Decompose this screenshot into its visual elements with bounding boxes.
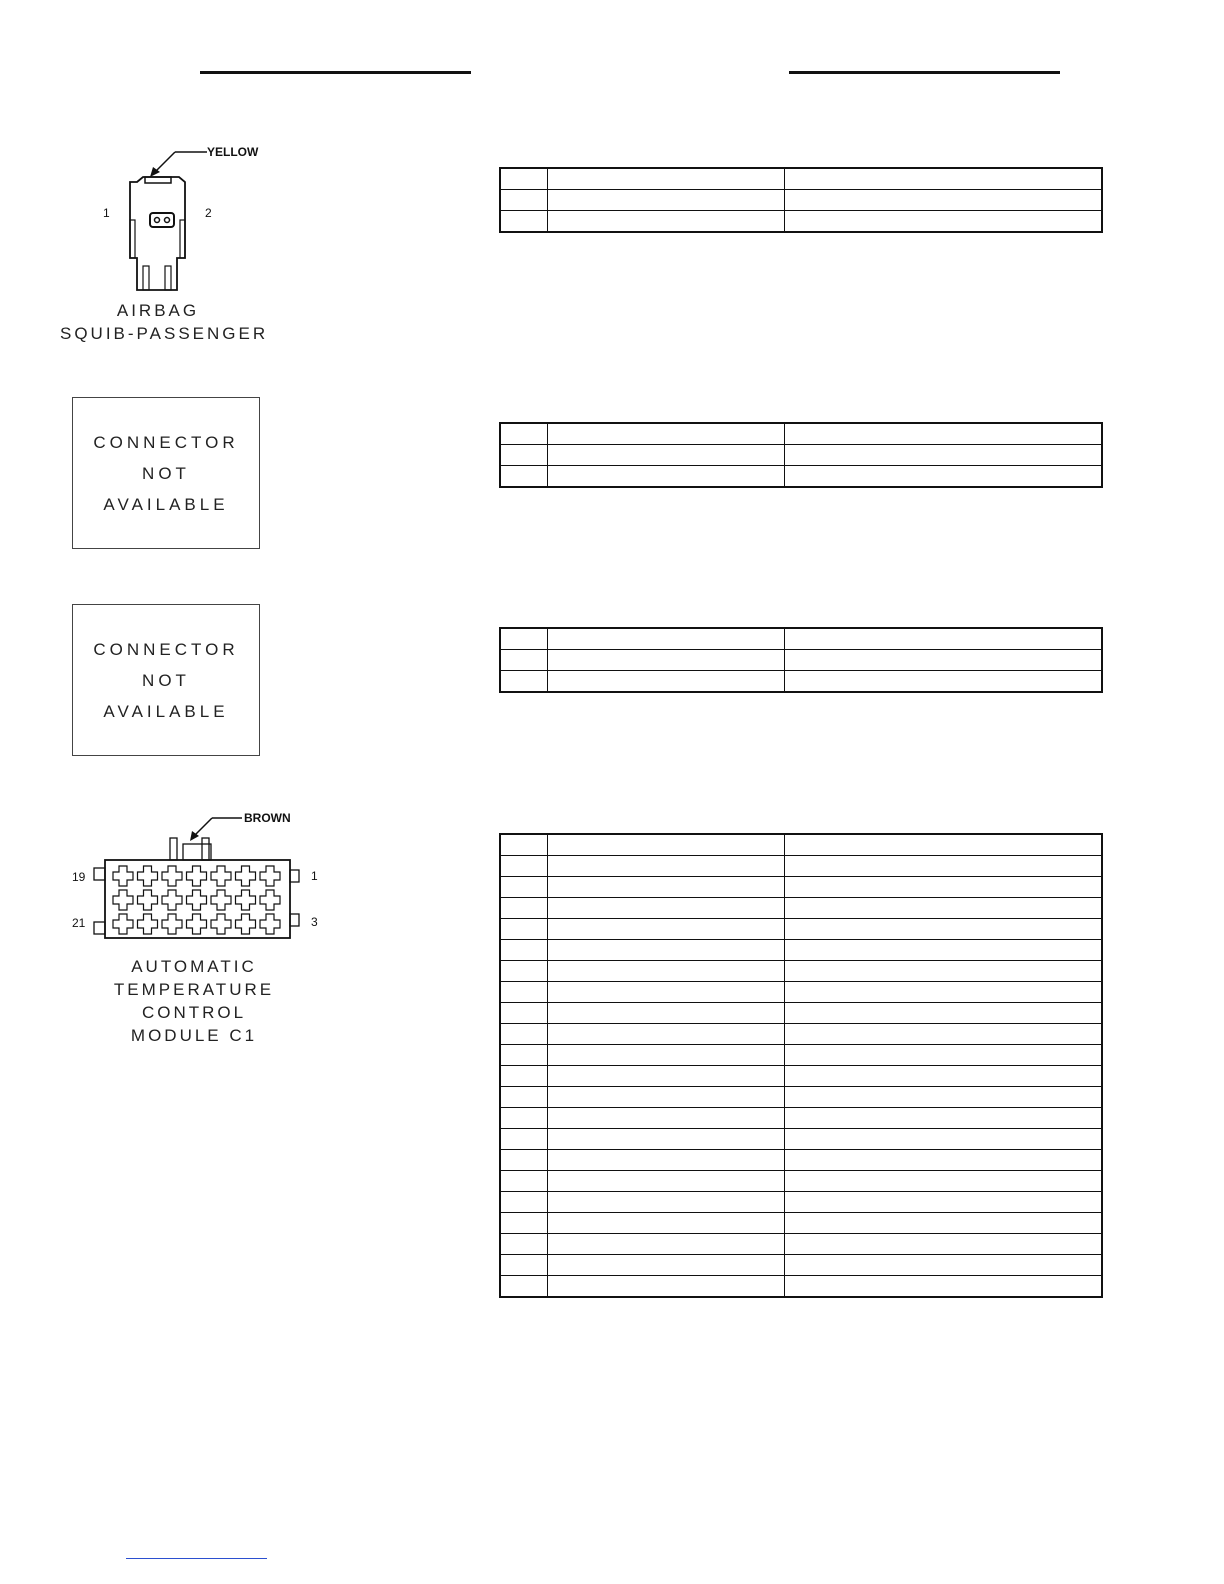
table-row <box>500 466 1102 488</box>
table-cell <box>548 1234 785 1255</box>
table-row <box>500 1234 1102 1255</box>
table-cell <box>785 1255 1103 1276</box>
table-cell <box>548 982 785 1003</box>
table-row <box>500 856 1102 877</box>
table-cell <box>500 856 548 877</box>
table-row <box>500 1024 1102 1045</box>
table-row <box>500 898 1102 919</box>
table-cell <box>785 1213 1103 1234</box>
table-cell <box>548 1024 785 1045</box>
caption-line: MODULE C1 <box>130 1026 258 1045</box>
connector-cavity <box>138 914 158 934</box>
table-row <box>500 1255 1102 1276</box>
table-cell <box>785 834 1103 856</box>
atc-module-pin-table <box>499 833 1103 1298</box>
table-cell <box>548 1255 785 1276</box>
table-cell <box>500 1171 548 1192</box>
table-cell <box>548 1150 785 1171</box>
table-cell <box>500 1066 548 1087</box>
connector-cavity <box>113 866 133 886</box>
table-row <box>500 190 1102 211</box>
table-cell <box>500 1255 548 1276</box>
table-cell <box>785 856 1103 877</box>
table-cell <box>548 919 785 940</box>
table-row <box>500 1213 1102 1234</box>
table-cell <box>785 1108 1103 1129</box>
table-row <box>500 1276 1102 1298</box>
table-cell <box>500 1213 548 1234</box>
table-row <box>500 1045 1102 1066</box>
table-row <box>500 1108 1102 1129</box>
connector-cavity <box>162 914 182 934</box>
caption-line: SQUIB-PASSENGER <box>60 324 269 343</box>
table-cell <box>500 1150 548 1171</box>
table-row <box>500 919 1102 940</box>
connector-cavity <box>236 890 256 910</box>
table-cell <box>785 1150 1103 1171</box>
header-rule-right <box>789 71 1060 74</box>
caption-line: AVAILABLE <box>103 701 229 721</box>
caption-line: NOT <box>142 670 190 690</box>
atc-pin-19-label: 19 <box>72 870 86 884</box>
footer-link-rule <box>126 1558 267 1559</box>
table-cell <box>548 1171 785 1192</box>
table-cell <box>500 898 548 919</box>
airbag-pin-2-label: 2 <box>205 206 212 220</box>
table-row <box>500 961 1102 982</box>
connector-cavity <box>113 890 133 910</box>
connector-cavity <box>113 914 133 934</box>
table-row <box>500 1150 1102 1171</box>
table-cell <box>785 1003 1103 1024</box>
caption-line: AIRBAG <box>116 301 200 320</box>
table-cell <box>785 1129 1103 1150</box>
atc-color-label: BROWN <box>244 811 291 825</box>
airbag-pin-1-label: 1 <box>103 206 110 220</box>
table-row <box>500 1171 1102 1192</box>
table-cell <box>548 1213 785 1234</box>
table-cell <box>548 856 785 877</box>
table-row <box>500 445 1102 466</box>
connector-cavity <box>236 914 256 934</box>
atc-module-connector-diagram <box>90 810 305 945</box>
header-rule-left <box>200 71 471 74</box>
table-cell <box>785 919 1103 940</box>
connector-not-available-box <box>72 604 260 756</box>
table-row <box>500 1066 1102 1087</box>
atc-pin-21-label: 21 <box>72 916 86 930</box>
caption-line: CONNECTOR <box>93 639 239 659</box>
table-cell <box>785 1192 1103 1213</box>
caption-line: CONTROL <box>141 1003 247 1022</box>
connector-cavity <box>211 890 231 910</box>
table-row <box>500 168 1102 190</box>
table-cell <box>500 1192 548 1213</box>
table-cell <box>500 1087 548 1108</box>
table-row <box>500 423 1102 445</box>
table-row <box>500 1003 1102 1024</box>
table-cell <box>548 1087 785 1108</box>
airbag-connector-diagram <box>95 140 265 295</box>
connector-3-pin-table <box>499 627 1103 693</box>
table-cell <box>500 1003 548 1024</box>
atc-pin-3-label: 3 <box>311 915 318 929</box>
table-row <box>500 1192 1102 1213</box>
caption-line: NOT <box>142 463 190 483</box>
table-cell <box>548 1045 785 1066</box>
table-row <box>500 1129 1102 1150</box>
table-cell <box>785 1171 1103 1192</box>
table-cell <box>548 961 785 982</box>
table-cell <box>500 1234 548 1255</box>
table-cell <box>785 961 1103 982</box>
table-cell <box>785 1024 1103 1045</box>
connector-cavity <box>260 866 280 886</box>
table-cell <box>785 1066 1103 1087</box>
table-cell <box>500 1108 548 1129</box>
table-cell <box>785 877 1103 898</box>
connector-cavity <box>260 914 280 934</box>
table-cell <box>548 877 785 898</box>
table-cell <box>500 1024 548 1045</box>
table-cell <box>548 1003 785 1024</box>
table-row <box>500 650 1102 671</box>
table-row <box>500 834 1102 856</box>
table-row <box>500 982 1102 1003</box>
connector-cavity <box>211 914 231 934</box>
connector-cavity <box>236 866 256 886</box>
table-cell <box>548 1129 785 1150</box>
table-cell <box>548 1066 785 1087</box>
table-cell <box>548 1276 785 1298</box>
table-row <box>500 940 1102 961</box>
table-row <box>500 877 1102 898</box>
table-cell <box>500 940 548 961</box>
airbag-color-label: YELLOW <box>207 145 259 159</box>
table-cell <box>500 1129 548 1150</box>
table-cell <box>785 1045 1103 1066</box>
connector-not-available-box <box>72 397 260 549</box>
connector-cavity <box>260 890 280 910</box>
connector-cavity <box>187 890 207 910</box>
table-cell <box>500 834 548 856</box>
table-cell <box>785 982 1103 1003</box>
connector-cavity <box>211 866 231 886</box>
table-cell <box>548 1108 785 1129</box>
table-cell <box>500 982 548 1003</box>
table-cell <box>500 1276 548 1298</box>
table-row <box>500 628 1102 650</box>
caption-line: TEMPERATURE <box>113 980 275 999</box>
table-row <box>500 671 1102 693</box>
table-cell <box>785 1087 1103 1108</box>
connector-cavity <box>187 866 207 886</box>
caption-line: AUTOMATIC <box>131 957 257 976</box>
table-cell <box>785 1234 1103 1255</box>
table-cell <box>500 919 548 940</box>
table-cell <box>785 940 1103 961</box>
table-cell <box>500 961 548 982</box>
atc-pin-1-label: 1 <box>311 869 318 883</box>
connector-cavity <box>138 866 158 886</box>
connector-cavity <box>138 890 158 910</box>
table-cell <box>500 1045 548 1066</box>
caption-line: AVAILABLE <box>103 494 229 514</box>
atc-connector-caption <box>96 955 292 1047</box>
connector-cavity <box>162 890 182 910</box>
table-row <box>500 211 1102 233</box>
table-cell <box>548 940 785 961</box>
table-row <box>500 1087 1102 1108</box>
airbag-connector-caption <box>60 299 269 345</box>
connector-2-pin-table <box>499 422 1103 488</box>
table-cell <box>548 898 785 919</box>
table-cell <box>785 1276 1103 1298</box>
table-cell <box>548 834 785 856</box>
table-cell <box>548 1192 785 1213</box>
connector-cavity <box>162 866 182 886</box>
connector-cavity <box>187 914 207 934</box>
caption-line: CONNECTOR <box>93 432 239 452</box>
table-cell <box>785 898 1103 919</box>
airbag-pin-table <box>499 167 1103 233</box>
table-cell <box>500 877 548 898</box>
